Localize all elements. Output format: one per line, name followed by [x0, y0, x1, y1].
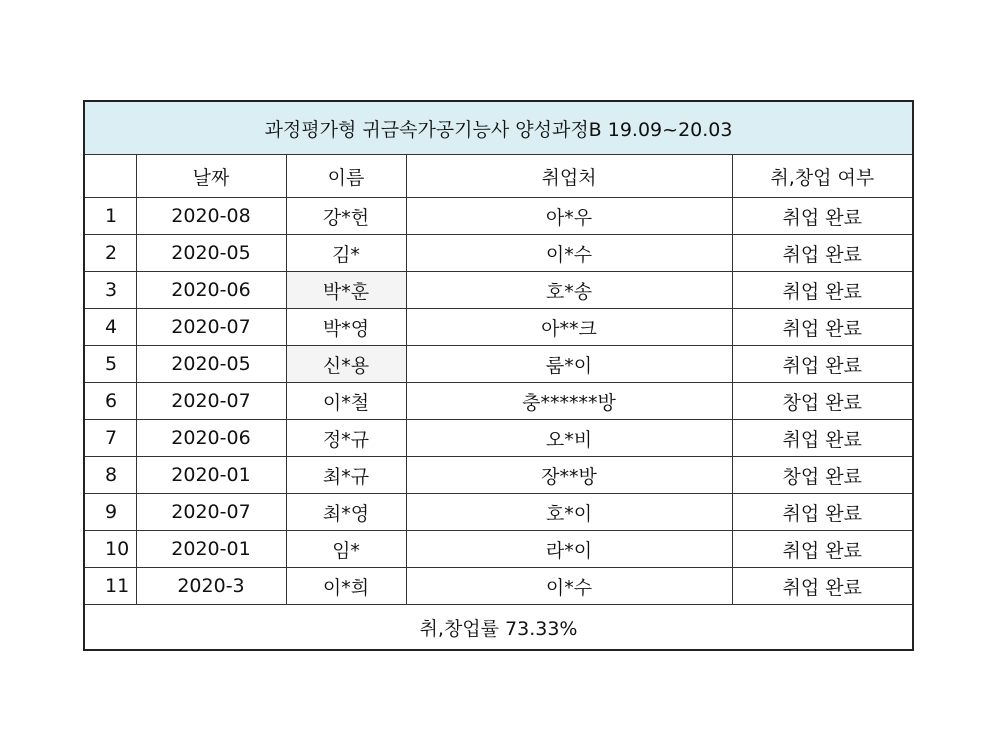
row-status: 취업 완료 [732, 235, 913, 272]
row-company: 아*우 [406, 198, 732, 235]
row-status: 취업 완료 [732, 198, 913, 235]
row-number: 2 [84, 235, 136, 272]
table-row [84, 420, 913, 457]
row-date: 2020-07 [136, 309, 286, 346]
table-row [84, 272, 913, 309]
header-company: 취업처 [406, 155, 732, 198]
row-company: 이*수 [406, 235, 732, 272]
row-status: 창업 완료 [732, 383, 913, 420]
row-date: 2020-07 [136, 494, 286, 531]
row-name: 신*용 [286, 346, 406, 383]
row-company: 아**크 [406, 309, 732, 346]
row-number: 6 [84, 383, 136, 420]
row-name: 정*규 [286, 420, 406, 457]
row-name: 강*헌 [286, 198, 406, 235]
row-name: 박*영 [286, 309, 406, 346]
row-status: 취업 완료 [732, 531, 913, 568]
row-status: 취업 완료 [732, 309, 913, 346]
table-row [84, 383, 913, 420]
row-status: 취업 완료 [732, 568, 913, 605]
row-date: 2020-08 [136, 198, 286, 235]
table-row [84, 494, 913, 531]
row-status: 취업 완료 [732, 420, 913, 457]
header-name: 이름 [286, 155, 406, 198]
row-number: 9 [84, 494, 136, 531]
row-number: 10 [84, 531, 136, 568]
row-date: 2020-3 [136, 568, 286, 605]
table-row [84, 235, 913, 272]
row-status: 창업 완료 [732, 457, 913, 494]
row-date: 2020-06 [136, 272, 286, 309]
employment-table [83, 100, 914, 651]
row-name: 이*철 [286, 383, 406, 420]
row-company: 충******방 [406, 383, 732, 420]
row-number: 3 [84, 272, 136, 309]
table-body [84, 198, 913, 605]
row-name: 최*영 [286, 494, 406, 531]
row-number: 11 [84, 568, 136, 605]
row-company: 호*송 [406, 272, 732, 309]
row-number: 8 [84, 457, 136, 494]
row-company: 이*수 [406, 568, 732, 605]
row-number: 5 [84, 346, 136, 383]
table-row [84, 531, 913, 568]
row-date: 2020-05 [136, 235, 286, 272]
table-title: 과정평가형 귀금속가공기능사 양성과정B 19.09~20.03 [84, 101, 913, 155]
row-date: 2020-05 [136, 346, 286, 383]
row-name: 최*규 [286, 457, 406, 494]
row-number: 4 [84, 309, 136, 346]
row-status: 취업 완료 [732, 272, 913, 309]
table-row [84, 568, 913, 605]
row-date: 2020-01 [136, 531, 286, 568]
title-row [84, 101, 913, 155]
row-company: 오*비 [406, 420, 732, 457]
footer-row [84, 605, 913, 651]
row-date: 2020-01 [136, 457, 286, 494]
row-company: 장**방 [406, 457, 732, 494]
row-company: 호*이 [406, 494, 732, 531]
row-status: 취업 완료 [732, 346, 913, 383]
row-date: 2020-07 [136, 383, 286, 420]
row-date: 2020-06 [136, 420, 286, 457]
employment-rate: 취,창업률 73.33% [84, 605, 913, 651]
table-row [84, 457, 913, 494]
row-number: 1 [84, 198, 136, 235]
row-name: 김* [286, 235, 406, 272]
header-row [84, 155, 913, 198]
row-company: 룸*이 [406, 346, 732, 383]
table-row [84, 346, 913, 383]
row-name: 임* [286, 531, 406, 568]
row-name: 이*희 [286, 568, 406, 605]
header-status: 취,창업 여부 [732, 155, 913, 198]
table-row [84, 309, 913, 346]
row-name: 박*훈 [286, 272, 406, 309]
header-date: 날짜 [136, 155, 286, 198]
row-company: 라*이 [406, 531, 732, 568]
table-row [84, 198, 913, 235]
row-status: 취업 완료 [732, 494, 913, 531]
header-index [84, 155, 136, 198]
row-number: 7 [84, 420, 136, 457]
